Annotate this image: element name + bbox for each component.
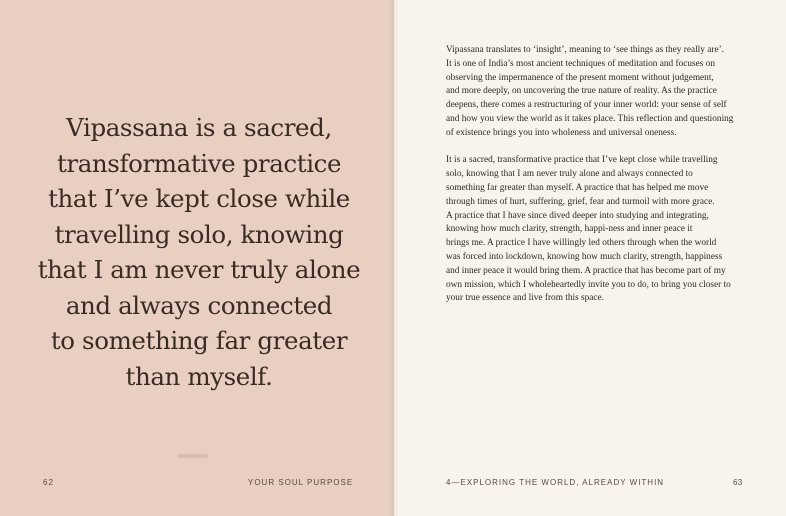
print-smudge	[178, 454, 208, 458]
text-line: through times of hurt, suffering, grief, fear and turmoil with more grace.	[446, 196, 715, 207]
text-line: and inner peace it would bring them. A practice that has become part of my	[446, 265, 726, 276]
text-line: and how you view the world as it takes place. This reflection and questioning	[446, 113, 734, 124]
text-line: brings me. A practice I have willingly led others through when the world	[446, 238, 717, 249]
body-text	[446, 44, 746, 320]
text-line: A practice that I have since dived deeper into studying and integrating,	[446, 210, 709, 221]
paragraph	[446, 154, 746, 306]
quote-line: and always connected	[65, 290, 333, 320]
text-line: solo, knowing that I am never truly alone and always connected to	[446, 169, 693, 180]
quote-line: that I am never truly alone	[37, 255, 361, 284]
text-line: something far greater than myself. A practice that has helped me move	[446, 182, 709, 193]
text-line: Vipassana translates to ‘insight’, meaning to ‘see things as they really are’.	[446, 45, 725, 55]
page-number-left: 62	[43, 478, 54, 487]
running-title-left: YOUR SOUL PURPOSE	[248, 478, 354, 487]
quote-line: that I’ve kept close while	[48, 184, 350, 213]
text-line: knowing how much clarity, strength, happi-ness and inner peace it	[446, 224, 693, 235]
text-line: and more deeply, on uncovering the true nature of reality. As the practice	[446, 86, 717, 97]
text-line: observing the impermanence of the present moment without judgement,	[446, 72, 714, 83]
text-line: your true essence and live from this space.	[446, 293, 604, 304]
paragraph	[446, 44, 746, 141]
text-line: was forced into lockdown, knowing how much clarity, strength, happiness	[446, 251, 723, 262]
text-line: deepens, there comes a restructuring of your inner world: your sense of self	[446, 100, 727, 111]
text-line: It is one of India’s most ancient techniques of meditation and focuses on	[446, 58, 716, 69]
page-number-right: 63	[733, 478, 743, 487]
quote-line: than myself.	[125, 361, 273, 391]
quote-line: travelling solo, knowing	[54, 219, 344, 249]
running-title-right: 4—EXPLORING THE WORLD, ALREADY WITHIN	[446, 478, 665, 487]
text-line: own mission, which I wholeheartedly invite you to do, to bring you closer to	[446, 279, 731, 290]
pull-quote	[36, 110, 362, 394]
quote-line: to something far greater	[50, 326, 348, 355]
text-line: It is a sacred, transformative practice that I’ve kept close while travelling	[446, 155, 718, 166]
quote-line: Vipassana is a sacred,	[66, 113, 332, 142]
text-line: of existence brings you into wholeness and universal oneness.	[446, 127, 677, 138]
quote-line: transformative practice	[56, 148, 342, 178]
